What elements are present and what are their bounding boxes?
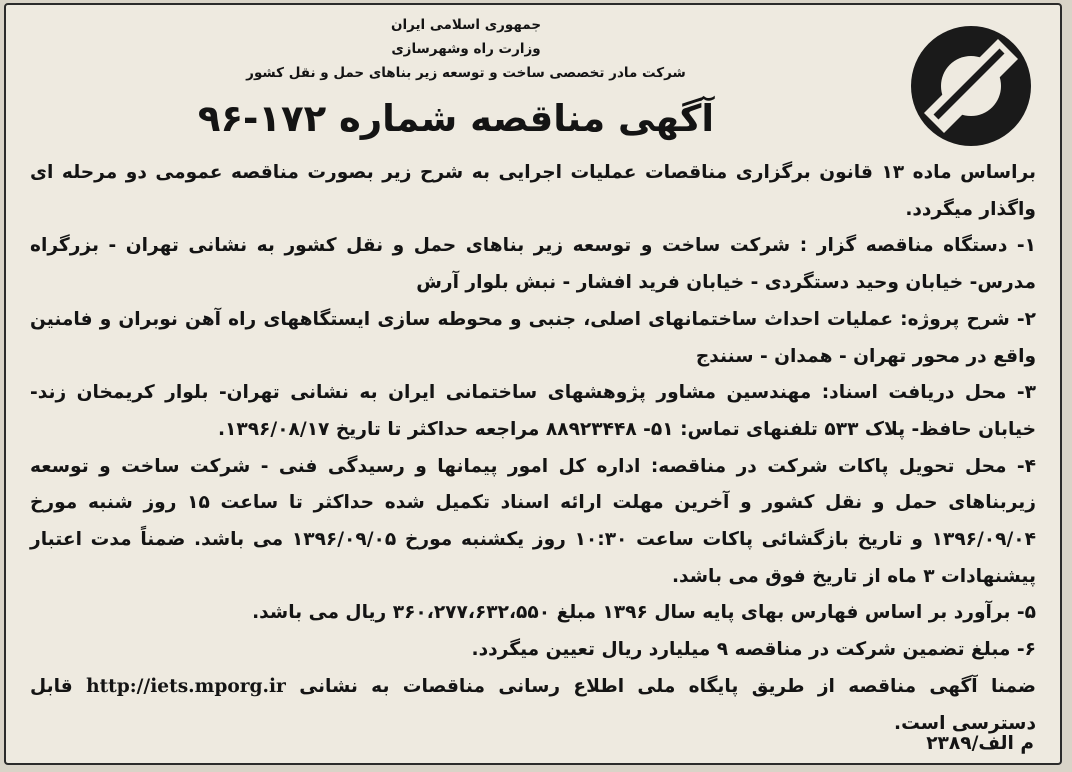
notice-code: م الف/۲۳۸۹ (926, 733, 1034, 754)
issuer-ministry: وزارت راه وشهرسازی (391, 41, 541, 57)
item-6: ۶- مبلغ تضمین شرکت در مناقصه ۹ میلیارد ریال تعیین میگردد. (471, 639, 1036, 661)
item-2: ۲- شرح پروژه: عملیات احداث ساختمانهای اصلی، جنبی و محوطه سازی ایستگاههای راه آهن نوبران و فامنین واقع در محور تهران - همدان - سنندج (30, 308, 1036, 367)
item-4: ۴- محل تحویل پاکات شرکت در مناقصه: اداره کل امور پیمانها و رسیدگی فنی - شرکت ساخت و توسعه زیربناهای حمل و نقل کشور و آخرین مهلت ارائه اسناد تکمیل شده حداکثر تا ساعت ۱۵ روز شنبه مورخ ۱۳۹۶/۰۹/۰۴ و تاریخ بازگشائی پاکات ساعت ۱۰:۳۰ روز یکشنبه مورخ ۱۳۹۶/۰۹/۰۵ می باشد. ضمناً مدت اعتبار پیشنهادات ۳ ماه از تاریخ فوق می باشد. (30, 455, 1036, 587)
closing-text-after: قابل دسترسی است. (30, 675, 1036, 734)
item-5: ۵- برآورد بر اساس فهارس بهای پایه سال ۱۳۹۶ مبلغ ۳۶۰،۲۷۷،۶۳۲،۵۵۰ ریال می باشد. (252, 602, 1036, 624)
issuer-header (206, 13, 726, 85)
item-3: ۳- محل دریافت اسناد: مهندسین مشاور پژوهشهای ساختمانی ایران به نشانی تهران- بلوار کریمخان زند- خیابان حافظ- پلاک ۵۳۳ تلفنهای تماس: ۵۱- ۸۸۹۲۳۴۴۸ مراجعه حداکثر تا تاریخ ۱۳۹۶/۰۸/۱۷. (30, 382, 1036, 440)
closing-paragraph (30, 669, 1036, 742)
tender-notice (4, 3, 1062, 765)
company-logo-icon (906, 21, 1036, 151)
issuer-company: شرکت مادر تخصصی ساخت و توسعه زیر بناهای حمل و نقل کشور (246, 65, 686, 81)
notice-body (30, 155, 1036, 742)
notice-title: آگهی مناقصه شماره ۱۷۲-۹۶ (197, 97, 715, 140)
item-1: ۱- دستگاه مناقصه گزار : شرکت ساخت و توسعه زیر بناهای حمل و نقل کشور به نشانی تهران - بزرگراه مدرس- خیابان وحید دستگردی - خیابان فرید افشار - نبش بلوار آرش (30, 235, 1036, 294)
issuer-country: جمهوری اسلامی ایران (390, 17, 542, 33)
intro-paragraph: براساس ماده ۱۳ قانون برگزاری مناقصات عملیات اجرایی به شرح زیر بصورت مناقصه عمومی دو مرحله ای واگذار میگردد. (30, 162, 1036, 220)
tender-portal-link[interactable]: http://iets.mporg.ir (86, 675, 286, 697)
closing-text-before: ضمنا آگهی مناقصه از طریق پایگاه ملی اطلاع رسانی مناقصات به نشانی (299, 675, 1036, 697)
